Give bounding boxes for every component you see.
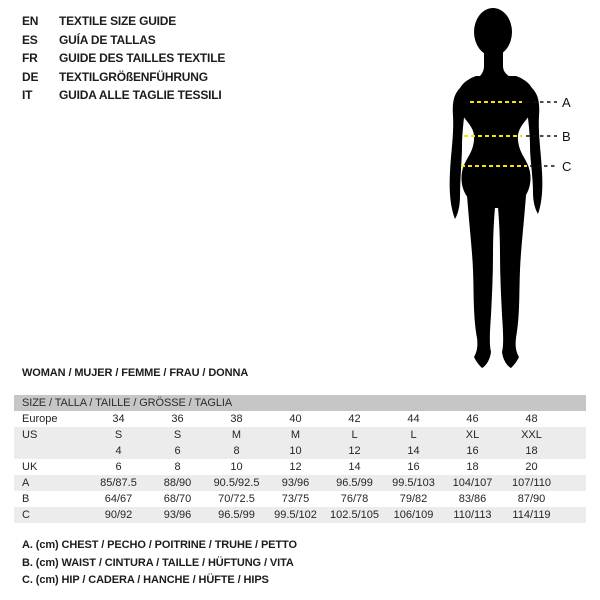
size-cell: 16 bbox=[407, 461, 420, 473]
size-cell: 76/78 bbox=[340, 493, 369, 505]
size-cell: 44 bbox=[407, 413, 420, 425]
size-cell: 10 bbox=[289, 445, 302, 457]
measure-label-c: C bbox=[562, 159, 572, 174]
size-cell: 99.5/103 bbox=[392, 477, 435, 489]
row-label: A bbox=[22, 477, 30, 489]
row-label: Europe bbox=[22, 413, 58, 425]
size-cell: S bbox=[114, 429, 123, 441]
silhouette-right-arm bbox=[526, 88, 542, 214]
size-cell: 20 bbox=[525, 461, 538, 473]
size-cell: 96.5/99 bbox=[218, 509, 255, 521]
measurement-legend bbox=[22, 537, 297, 590]
silhouette-left-leg bbox=[466, 180, 495, 368]
woman-silhouette-svg bbox=[400, 0, 600, 380]
language-title-block bbox=[22, 12, 225, 105]
size-cell: 114/119 bbox=[512, 509, 551, 521]
language-row-es bbox=[22, 31, 225, 50]
language-code: IT bbox=[22, 88, 33, 103]
table-row-waist-b bbox=[14, 491, 586, 507]
row-label: C bbox=[22, 509, 30, 521]
size-cell: 110/113 bbox=[453, 509, 492, 521]
legend-line-hip: C. (cm) HIP / CADERA / HANCHE / HÜFTE / HIPS bbox=[22, 574, 269, 587]
size-cell: 16 bbox=[466, 445, 479, 457]
size-cell: 93/96 bbox=[281, 477, 310, 489]
row-label: B bbox=[22, 493, 30, 505]
size-figure bbox=[400, 0, 600, 380]
measure-label-b: B bbox=[562, 129, 571, 144]
silhouette-left-arm bbox=[450, 88, 466, 219]
table-row-us-letters bbox=[14, 427, 586, 443]
row-label: US bbox=[22, 429, 38, 441]
size-cell: 6 bbox=[115, 461, 122, 473]
size-cell: 90.5/92.5 bbox=[213, 477, 260, 489]
size-cell: 12 bbox=[289, 461, 302, 473]
language-title: GUIDA ALLE TAGLIE TESSILI bbox=[59, 88, 222, 103]
size-cell: 8 bbox=[174, 461, 181, 473]
size-cell: 79/82 bbox=[399, 493, 428, 505]
language-title: TEXTILE SIZE GUIDE bbox=[59, 14, 177, 28]
size-cell: 88/90 bbox=[163, 477, 192, 489]
section-title-woman: WOMAN / MUJER / FEMME / FRAU / DONNA bbox=[22, 367, 249, 379]
row-label: UK bbox=[22, 461, 38, 473]
size-cell: 8 bbox=[233, 445, 240, 457]
language-code: ES bbox=[22, 32, 38, 47]
silhouette-right-leg bbox=[498, 180, 527, 368]
size-cell: 12 bbox=[348, 445, 361, 457]
size-cell: 106/109 bbox=[393, 509, 434, 521]
table-row-hip-c bbox=[14, 507, 586, 523]
table-row-europe bbox=[14, 411, 586, 427]
size-cell: L bbox=[410, 429, 417, 441]
size-cell: 40 bbox=[289, 413, 302, 425]
size-cell: L bbox=[351, 429, 358, 441]
size-cell: 18 bbox=[525, 445, 538, 457]
language-code: DE bbox=[22, 69, 39, 84]
language-code: EN bbox=[22, 14, 39, 28]
size-cell: 18 bbox=[466, 461, 479, 473]
size-cell: M bbox=[231, 429, 242, 441]
size-cell: 42 bbox=[348, 413, 361, 425]
size-cell: 48 bbox=[525, 413, 538, 425]
size-cell: 96.5/99 bbox=[336, 477, 373, 489]
size-cell: 34 bbox=[112, 413, 125, 425]
language-title: TEXTILGRÖßENFÜHRUNG bbox=[59, 69, 208, 84]
legend-line-waist: B. (cm) WAIST / CINTURA / TAILLE / HÜFTUNG / VITA bbox=[22, 556, 294, 569]
table-row-us-numbers bbox=[14, 443, 586, 459]
language-title: GUÍA DE TALLAS bbox=[59, 32, 156, 47]
size-cell: 36 bbox=[171, 413, 184, 425]
measure-label-a: A bbox=[562, 95, 571, 110]
table-row-uk bbox=[14, 459, 586, 475]
size-cell: 46 bbox=[466, 413, 479, 425]
language-title: GUIDE DES TAILLES TEXTILE bbox=[59, 51, 226, 66]
size-cell: 14 bbox=[348, 461, 361, 473]
size-table bbox=[14, 395, 586, 523]
size-cell: 70/72.5 bbox=[218, 493, 255, 505]
size-cell: S bbox=[173, 429, 182, 441]
size-cell: XL bbox=[465, 429, 480, 441]
size-cell: 10 bbox=[230, 461, 243, 473]
size-cell: 83/86 bbox=[458, 493, 487, 505]
size-cell: 64/67 bbox=[104, 493, 133, 505]
size-cell: 38 bbox=[230, 413, 243, 425]
language-code: FR bbox=[22, 51, 38, 66]
size-cell: 104/107 bbox=[452, 477, 493, 489]
size-cell: 102.5/105 bbox=[330, 509, 379, 521]
size-cell: 4 bbox=[115, 445, 122, 457]
size-cell: 93/96 bbox=[163, 509, 192, 521]
size-cell: 14 bbox=[407, 445, 420, 457]
language-row-en bbox=[22, 12, 225, 31]
language-row-it bbox=[22, 86, 225, 105]
table-row-chest-a bbox=[14, 475, 586, 491]
size-cell: 90/92 bbox=[104, 509, 133, 521]
size-cell: 73/75 bbox=[281, 493, 310, 505]
language-row-de bbox=[22, 68, 225, 87]
woman-silhouette bbox=[450, 8, 543, 368]
size-cell: 99.5/102 bbox=[274, 509, 317, 521]
size-cell: XXL bbox=[521, 429, 542, 441]
size-cell: 107/110 bbox=[512, 477, 551, 489]
size-cell: 68/70 bbox=[163, 493, 192, 505]
size-cell: 6 bbox=[174, 445, 181, 457]
size-table-header-bar: SIZE / TALLA / TAILLE / GRÖSSE / TAGLIA bbox=[14, 395, 586, 411]
language-row-fr bbox=[22, 49, 225, 68]
size-cell: 87/90 bbox=[517, 493, 546, 505]
legend-line-chest: A. (cm) CHEST / PECHO / POITRINE / TRUHE / PETTO bbox=[22, 539, 297, 551]
size-cell: M bbox=[290, 429, 301, 441]
size-cell: 85/87.5 bbox=[100, 477, 137, 489]
